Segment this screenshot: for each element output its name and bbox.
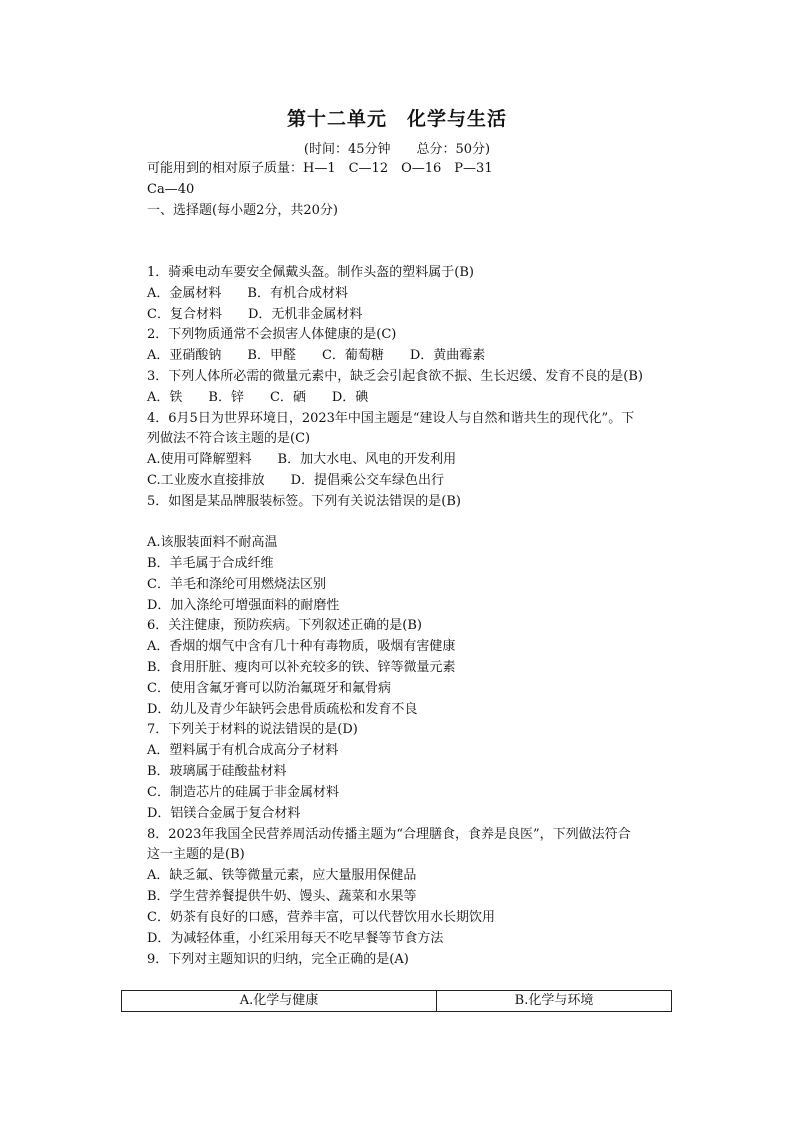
question-8-cont: 这一主题的是(B) xyxy=(147,847,245,862)
exam-time-and-score: (时间：45分钟 总分：50分) xyxy=(303,142,491,157)
question-8-option-d: D．为减轻体重，小红采用每天不吃早餐等节食方法 xyxy=(147,931,444,946)
question-8: 8．2023年我国全民营养周活动传播主题为“合理膳食，食养是良医”，下列做法符合 xyxy=(147,827,631,842)
question-4-options: C.工业废水直接排放 D．提倡乘公交车绿色出行 xyxy=(147,473,445,488)
question-6-option-d: D．幼儿及青少年缺钙会患骨质疏松和发育不良 xyxy=(147,702,418,717)
atomic-mass-info-cont: Ca—40 xyxy=(147,182,195,197)
question-2: 2．下列物质通常不会损害人体健康的是(C) xyxy=(147,327,397,342)
question-6-option-b: B．食用肝脏、瘦肉可以补充较多的铁、锌等微量元素 xyxy=(147,660,456,675)
question-7: 7．下列关于材料的说法错误的是(D) xyxy=(147,722,358,737)
question-8-option-c: C．奶茶有良好的口感，营养丰富，可以代替饮用水长期饮用 xyxy=(147,910,495,925)
question-9: 9．下列对主题知识的归纳，完全正确的是(A) xyxy=(147,952,409,967)
table-header-cell: B.化学与环境 xyxy=(514,993,594,1008)
question-5-option-a: A.该服装面料不耐高温 xyxy=(147,535,278,550)
page-title: 第十二单元 化学与生活 xyxy=(286,108,507,130)
question-7-option-b: B．玻璃属于硅酸盐材料 xyxy=(147,764,287,779)
question-6: 6．关注健康，预防疾病。下列叙述正确的是(B) xyxy=(147,618,422,633)
question-9-table xyxy=(121,990,672,1012)
question-4: 4．6月5日为世界环境日，2023年中国主题是“建设人与自然和谐共生的现代化”。下 xyxy=(147,411,635,426)
question-5-option-b: B．羊毛属于合成纤维 xyxy=(147,556,274,571)
atomic-mass-info: 可能用到的相对原子质量：H—1 C—12 O—16 P—31 xyxy=(147,161,493,176)
question-3-options: A．铁 B．锌 C．硒 D．碘 xyxy=(147,390,369,405)
question-7-option-d: D．铝镁合金属于复合材料 xyxy=(147,806,301,821)
question-7-option-a: A．塑料属于有机合成高分子材料 xyxy=(147,743,339,758)
question-2-options: A．亚硝酸钠 B．甲醛 C．葡萄糖 D．黄曲霉素 xyxy=(147,348,486,363)
question-6-option-c: C．使用含氟牙膏可以防治氟斑牙和氟骨病 xyxy=(147,681,391,696)
question-1-options: C．复合材料 D．无机非金属材料 xyxy=(147,307,363,322)
question-1: 1．骑乘电动车要安全佩戴头盔。制作头盔的塑料属于(B) xyxy=(147,265,474,280)
question-8-option-a: A．缺乏氟、铁等微量元素，应大量服用保健品 xyxy=(147,868,417,883)
question-5: 5．如图是某品牌服装标签。下列有关说法错误的是(B) xyxy=(147,494,461,509)
question-8-option-b: B．学生营养餐提供牛奶、馒头、蔬菜和水果等 xyxy=(147,889,417,904)
table-header-cell: A.化学与健康 xyxy=(122,991,437,1011)
question-6-option-a: A．香烟的烟气中含有几十种有毒物质，吸烟有害健康 xyxy=(147,639,456,654)
question-4-cont: 列做法不符合该主题的是(C) xyxy=(147,431,311,446)
question-5-option-d: D．加入涤纶可增强面料的耐磨性 xyxy=(147,598,340,613)
question-3: 3．下列人体所必需的微量元素中，缺乏会引起食欲不振、生长迟缓、发育不良的是(B) xyxy=(147,369,643,384)
question-4-options: A.使用可降解塑料 B．加大水电、风电的开发利用 xyxy=(147,452,457,467)
section-heading: 一、选择题(每小题2分，共20分) xyxy=(147,203,338,218)
question-5-option-c: C．羊毛和涤纶可用燃烧法区别 xyxy=(147,577,326,592)
question-7-option-c: C．制造芯片的硅属于非金属材料 xyxy=(147,785,339,800)
question-1-options: A．金属材料 B．有机合成材料 xyxy=(147,286,348,301)
